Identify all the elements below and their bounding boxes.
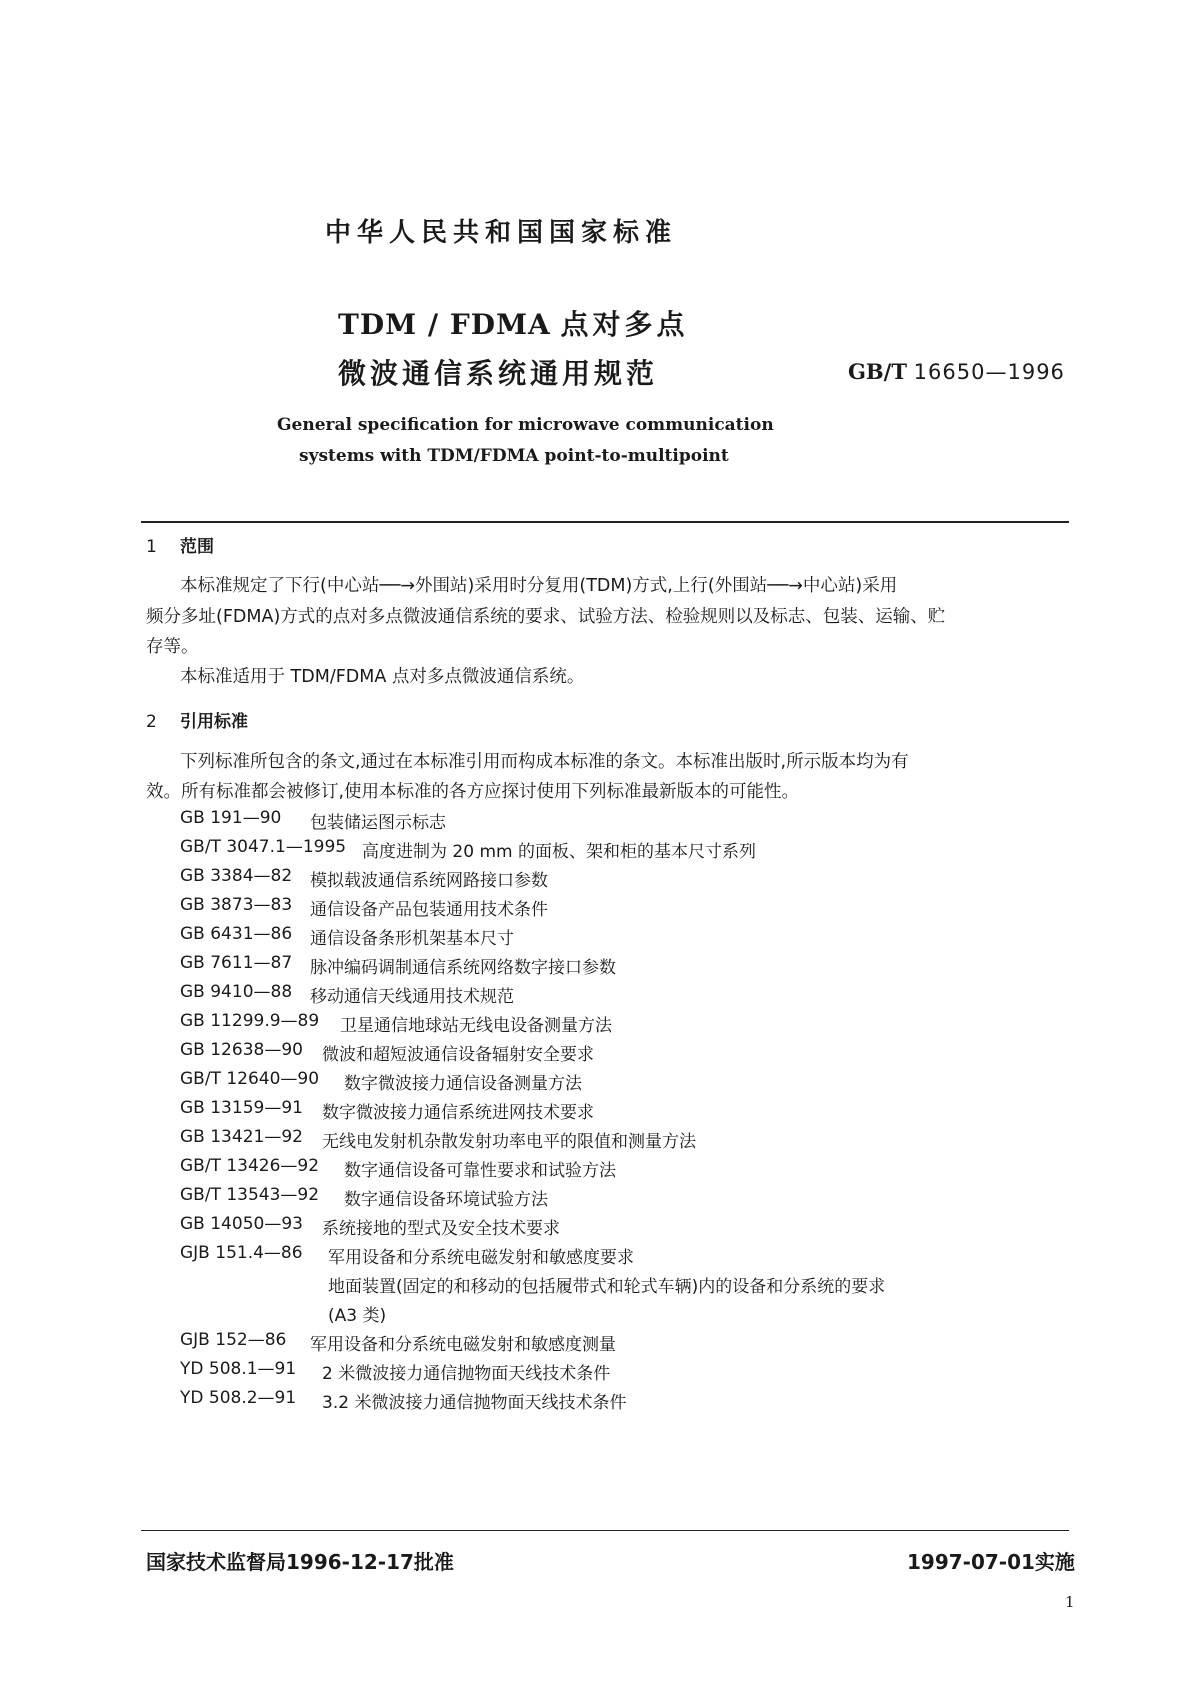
document-title-line2: 微波通信系统通用规范 xyxy=(338,357,659,390)
ref-title: 微波和超短波通信设备辐射安全要求 xyxy=(322,1045,594,1065)
section1-number: 1 xyxy=(146,537,157,557)
ref-code: GB 9410—88 xyxy=(180,982,293,1002)
footer-divider xyxy=(141,1530,1069,1531)
ref-code: GB 3384—82 xyxy=(180,866,293,886)
standard-code: 16650—1996 xyxy=(913,360,1065,384)
ref-code: GB 13159—91 xyxy=(180,1098,303,1118)
section1-para1-line2: 频分多址(FDMA)方式的点对多点微波通信系统的要求、试验方法、检验规则以及标志、包装、运输、贮 xyxy=(146,607,946,627)
ref-title: 2 米微波接力通信抛物面天线技术条件 xyxy=(322,1364,611,1384)
ref-title: 军用设备和分系统电磁发射和敏感度测量 xyxy=(310,1335,616,1355)
ref-code: GB 6431—86 xyxy=(180,924,293,944)
section2-number: 2 xyxy=(146,712,157,732)
ref-title-continuation: 地面装置(固定的和移动的包括履带式和轮式车辆)内的设备和分系统的要求 xyxy=(328,1277,886,1297)
ref-title: 数字通信设备环境试验方法 xyxy=(344,1190,548,1210)
ref-code: GJB 151.4—86 xyxy=(180,1243,303,1263)
ref-title: 数字通信设备可靠性要求和试验方法 xyxy=(344,1161,616,1181)
ref-title: 数字微波接力通信系统进网技术要求 xyxy=(322,1103,594,1123)
ref-title: 模拟载波通信系统网路接口参数 xyxy=(310,871,548,891)
ref-title: 通信设备条形机架基本尺寸 xyxy=(310,929,514,949)
ref-code: GB 7611—87 xyxy=(180,953,293,973)
standard-number xyxy=(848,359,1065,384)
ref-title-continuation: (A3 类) xyxy=(328,1306,387,1326)
ref-code: GB/T 12640—90 xyxy=(180,1069,320,1089)
section2-heading xyxy=(146,707,248,732)
section2-para1-line2: 效。所有标准都会被修订,使用本标准的各方应探讨使用下列标准最新版本的可能性。 xyxy=(146,782,800,802)
ref-code: YD 508.1—91 xyxy=(180,1359,297,1379)
section1-para1-line3: 存等。 xyxy=(146,637,199,657)
ref-code: GB 13421—92 xyxy=(180,1127,303,1147)
ref-title: 高度进制为 20 mm 的面板、架和柜的基本尺寸系列 xyxy=(362,842,756,862)
section1-para1-line1: 本标准规定了下行(中心站──→外围站)采用时分复用(TDM)方式,上行(外围站──→中心站)采用 xyxy=(180,576,898,596)
section2-title: 引用标准 xyxy=(180,712,248,732)
document-title-line1 xyxy=(338,303,688,343)
section2-para1-line1: 下列标准所包含的条文,通过在本标准引用而构成本标准的条文。本标准出版时,所示版本均为有 xyxy=(180,752,909,772)
ref-title: 包装储运图示标志 xyxy=(310,813,446,833)
ref-code: GB 191—90 xyxy=(180,808,282,828)
ref-title: 3.2 米微波接力通信抛物面天线技术条件 xyxy=(322,1393,627,1413)
ref-title: 系统接地的型式及安全技术要求 xyxy=(322,1219,560,1239)
ref-title: 无线电发射机杂散发射功率电平的限值和测量方法 xyxy=(322,1132,696,1152)
english-title-line2: systems with TDM/FDMA point-to-multipoint xyxy=(299,446,729,466)
section1-heading xyxy=(146,532,214,557)
ref-code: GB 12638—90 xyxy=(180,1040,303,1060)
title-latin-part: TDM / FDMA xyxy=(338,308,551,341)
ref-title: 通信设备产品包装通用技术条件 xyxy=(310,900,548,920)
ref-title: 军用设备和分系统电磁发射和敏感度要求 xyxy=(328,1248,634,1268)
ref-code: GB 14050—93 xyxy=(180,1214,303,1234)
ref-code: GB 3873—83 xyxy=(180,895,293,915)
ref-title: 脉冲编码调制通信系统网络数字接口参数 xyxy=(310,958,616,978)
ref-code: GB 11299.9—89 xyxy=(180,1011,320,1031)
section1-title: 范围 xyxy=(180,537,214,557)
ref-title: 移动通信天线通用技术规范 xyxy=(310,987,514,1007)
ref-code: GB/T 13426—92 xyxy=(180,1156,320,1176)
approval-line: 国家技术监督局1996-12-17批准 xyxy=(146,1550,454,1574)
page-number: 1 xyxy=(1065,1593,1075,1611)
ref-code: GB/T 13543—92 xyxy=(180,1185,320,1205)
header-divider xyxy=(141,521,1069,523)
ref-title: 卫星通信地球站无线电设备测量方法 xyxy=(340,1016,612,1036)
national-standard-label: 中华人民共和国国家标准 xyxy=(325,218,678,248)
implementation-date: 1997-07-01实施 xyxy=(907,1550,1075,1574)
ref-title: 数字微波接力通信设备测量方法 xyxy=(344,1074,582,1094)
ref-code: GJB 152—86 xyxy=(180,1330,287,1350)
ref-code: YD 508.2—91 xyxy=(180,1388,297,1408)
english-title-line1: General specification for microwave communication xyxy=(277,415,774,435)
ref-code: GB/T 3047.1—1995 xyxy=(180,837,347,857)
title-chinese-part: 点对多点 xyxy=(560,308,689,341)
section1-para2: 本标准适用于 TDM/FDMA 点对多点微波通信系统。 xyxy=(180,667,585,687)
standard-prefix: GB/T xyxy=(848,359,907,384)
